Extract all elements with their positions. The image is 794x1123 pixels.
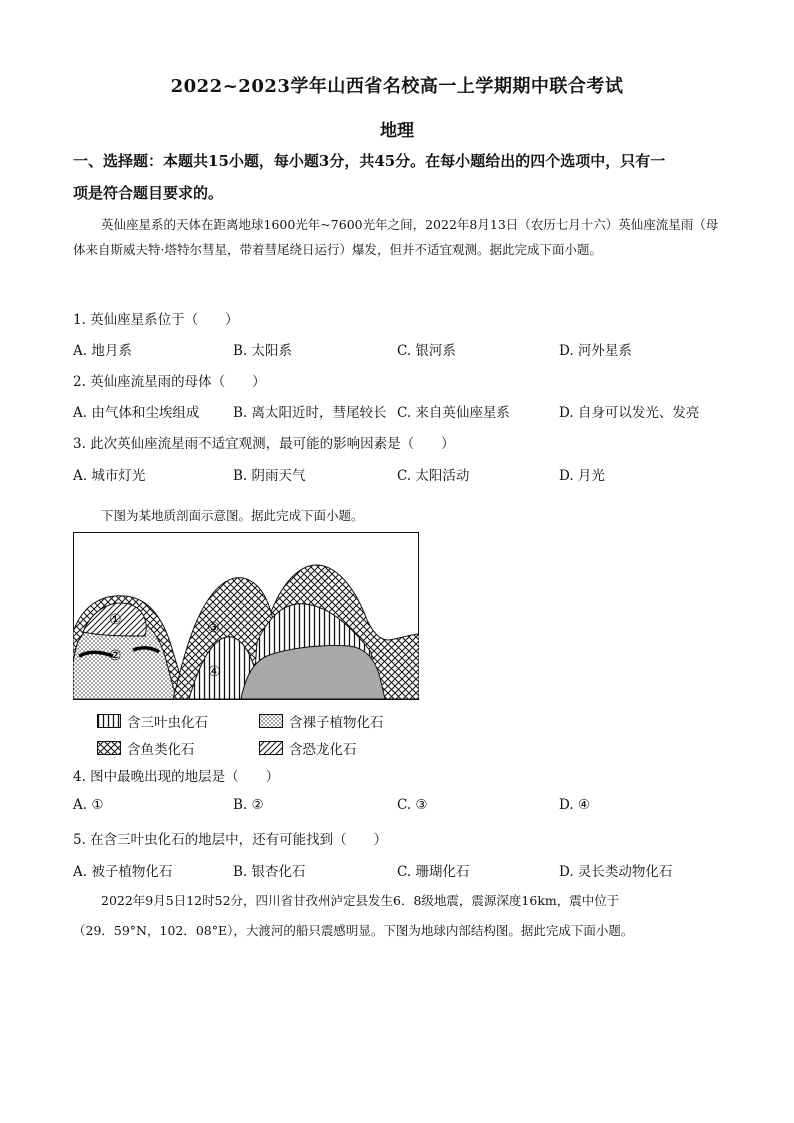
q1-option-c[interactable]: C. 银河系	[397, 343, 456, 359]
question-3-stem: 3. 此次英仙座流星雨不适宜观测，最可能的影响因素是（ ）	[73, 436, 455, 452]
question-4-stem: 4. 图中最晚出现的地层是（ ）	[73, 769, 280, 785]
label-1: ①	[109, 612, 122, 628]
question-2-stem: 2. 英仙座流星雨的母体（ ）	[73, 374, 266, 390]
gymnosperm-swatch-icon	[259, 714, 283, 728]
section-heading-line2: 项是符合题目要求的。	[73, 184, 224, 202]
passage-geology-text: 下图为某地质剖面示意图。据此完成下面小题。	[101, 508, 364, 523]
q1-option-d[interactable]: D. 河外星系	[559, 343, 632, 359]
exam-title: 2022~2023学年山西省名校高一上学期期中联合考试	[170, 76, 624, 97]
q3-option-a[interactable]: A. 城市灯光	[73, 468, 146, 484]
legend-fish	[97, 738, 195, 758]
passage-earthquake-line2: （29．59°N，102．08°E），大渡河的船只震感明显。下图为地球内部结构图。据此完成下面小题。	[73, 923, 634, 938]
q4-option-c[interactable]: C. ③	[397, 797, 428, 813]
legend-trilobite	[97, 711, 208, 731]
q4-option-d[interactable]: D. ④	[559, 797, 591, 813]
passage-geology	[73, 503, 723, 528]
label-2: ②	[109, 648, 122, 664]
legend-trilobite-label: 含三叶虫化石	[127, 715, 208, 731]
q5-option-a[interactable]: A. 被子植物化石	[73, 864, 173, 880]
passage-meteor	[73, 212, 723, 262]
q2-option-b[interactable]: B. 离太阳近时，彗尾较长	[233, 405, 387, 421]
question-1-stem: 1. 英仙座星系位于（ ）	[73, 312, 239, 328]
q3-option-d[interactable]: D. 月光	[559, 468, 605, 484]
question-5-stem: 5. 在含三叶虫化石的地层中，还有可能找到（ ）	[73, 832, 388, 848]
q4-option-b[interactable]: B. ②	[233, 797, 264, 813]
label-3: ③	[207, 620, 220, 636]
passage-meteor-text: 英仙座星系的天体在距离地球1600光年~7600光年之间，2022年8月13日（农历七月十六）英仙座流星雨（母体来自斯威夫特·塔特尔彗星，带着彗尾绕日运行）爆发，但并不适宜观测。据此完成下面小题。	[73, 217, 719, 257]
legend-gymnosperm	[259, 711, 384, 731]
q2-option-c[interactable]: C. 来自英仙座星系	[397, 405, 510, 421]
exam-subject: 地理	[380, 121, 414, 141]
fish-swatch-icon	[97, 741, 121, 755]
legend-fish-label: 含鱼类化石	[127, 742, 195, 758]
legend-gymnosperm-label: 含裸子植物化石	[289, 715, 384, 731]
q5-option-d[interactable]: D. 灵长类动物化石	[559, 864, 673, 880]
q3-option-b[interactable]: B. 阴雨天气	[233, 468, 306, 484]
legend-dinosaur-label: 含恐龙化石	[289, 742, 357, 758]
q4-option-a[interactable]: A. ①	[73, 797, 104, 813]
q1-option-b[interactable]: B. 太阳系	[233, 343, 293, 359]
q1-option-a[interactable]: A. 地月系	[73, 343, 132, 359]
passage-earthquake-line1: 2022年9月5日12时52分，四川省甘孜州泸定县发生6．8级地震，震源深度16km，震中位于	[101, 893, 620, 908]
geologic-section-diagram	[73, 532, 419, 700]
dinosaur-swatch-icon	[259, 741, 283, 755]
q3-option-c[interactable]: C. 太阳活动	[397, 468, 470, 484]
q5-option-b[interactable]: B. 银杏化石	[233, 864, 306, 880]
trilobite-swatch-icon	[97, 714, 121, 728]
q2-option-d[interactable]: D. 自身可以发光、发亮	[559, 405, 700, 421]
q5-option-c[interactable]: C. 珊瑚化石	[397, 864, 470, 880]
section-heading-line1: 一、选择题：本题共15小题，每小题3分，共45分。在每小题给出的四个选项中，只有一	[73, 152, 666, 170]
label-4: ④	[208, 664, 221, 680]
q2-option-a[interactable]: A. 由气体和尘埃组成	[73, 405, 200, 421]
legend-dinosaur	[259, 738, 357, 758]
